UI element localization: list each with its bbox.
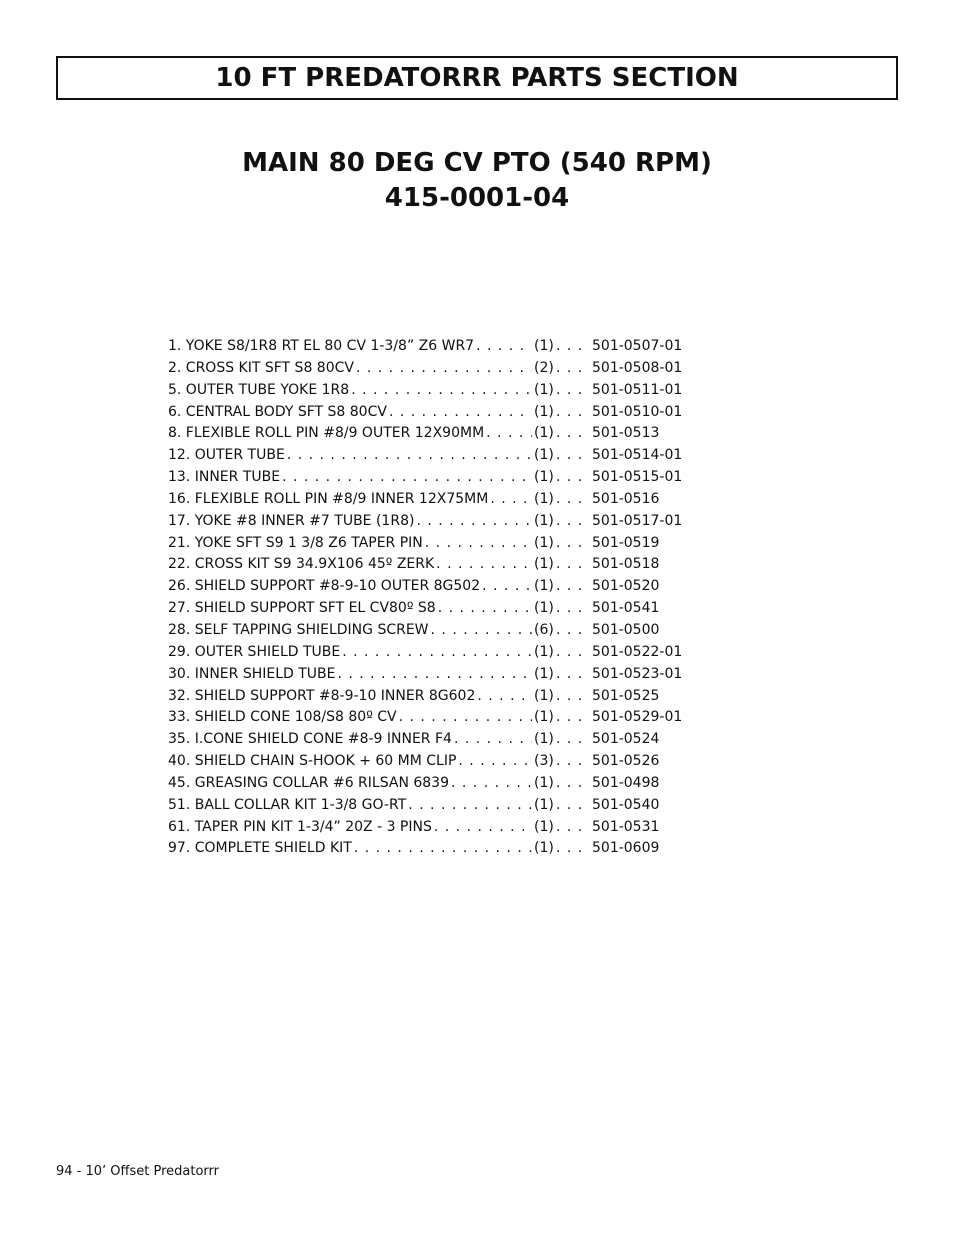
dot-leader	[451, 773, 532, 795]
dot-leader	[425, 533, 532, 555]
part-number: 501-0513	[592, 425, 660, 442]
part-number: 501-0518	[592, 556, 660, 573]
dot-leader	[477, 686, 532, 708]
dot-leader	[282, 467, 532, 489]
parts-list-item	[168, 554, 688, 576]
part-quantity: (1)	[534, 578, 554, 595]
part-description: 45. GREASING COLLAR #6 RILSAN 6839	[168, 774, 449, 791]
page-footer: 94 - 10’ Offset Predatorrr	[56, 1164, 220, 1179]
part-quantity: (1)	[534, 687, 554, 704]
parts-list-item	[168, 445, 688, 467]
dot-leader	[476, 336, 532, 358]
section-header	[56, 56, 898, 100]
part-number: 501-0516	[592, 490, 660, 507]
part-description: 5. OUTER TUBE YOKE 1R8	[168, 381, 350, 398]
parts-list-item	[168, 489, 688, 511]
dot-leader	[556, 402, 590, 424]
parts-list-item	[168, 642, 688, 664]
parts-list-item	[168, 620, 688, 642]
part-description: 35. I.CONE SHIELD CONE #8-9 INNER F4	[168, 731, 452, 748]
part-description: 51. BALL COLLAR KIT 1-3/8 GO-RT	[168, 796, 407, 813]
part-description: 8. FLEXIBLE ROLL PIN #8/9 OUTER 12X90MM	[168, 425, 485, 442]
part-description: 33. SHIELD CONE 108/S8 80º CV	[168, 709, 397, 726]
dot-leader	[556, 664, 590, 686]
dot-leader	[436, 554, 532, 576]
parts-list-item	[168, 598, 688, 620]
parts-list-item	[168, 751, 688, 773]
part-description: 2. CROSS KIT SFT S8 80CV	[168, 359, 354, 376]
dot-leader	[482, 576, 532, 598]
part-description: 12. OUTER TUBE	[168, 447, 285, 464]
part-quantity: (1)	[534, 774, 554, 791]
parts-list-item	[168, 511, 688, 533]
part-quantity: (1)	[534, 731, 554, 748]
dot-leader	[389, 402, 532, 424]
dot-leader	[408, 795, 532, 817]
part-description: 21. YOKE SFT S9 1 3/8 Z6 TAPER PIN	[168, 534, 423, 551]
dot-leader	[337, 664, 532, 686]
part-description: 28. SELF TAPPING SHIELDING SCREW	[168, 621, 429, 638]
part-quantity: (1)	[534, 490, 554, 507]
part-description: 97. COMPLETE SHIELD KIT	[168, 840, 352, 857]
part-description: 26. SHIELD SUPPORT #8-9-10 OUTER 8G502	[168, 578, 481, 595]
part-number: 501-0540	[592, 796, 660, 813]
part-number: 501-0524	[592, 731, 660, 748]
part-number: 501-0500	[592, 621, 660, 638]
part-quantity: (1)	[534, 709, 554, 726]
part-number: 501-0525	[592, 687, 660, 704]
dot-leader	[556, 467, 590, 489]
part-quantity: (1)	[534, 469, 554, 486]
part-description: 61. TAPER PIN KIT 1-3/4” 20Z - 3 PINS	[168, 818, 432, 835]
assembly-title	[0, 146, 954, 216]
dot-leader	[556, 358, 590, 380]
part-quantity: (1)	[534, 512, 554, 529]
part-number: 501-0515-01	[592, 469, 683, 486]
part-quantity: (1)	[534, 534, 554, 551]
dot-leader	[556, 729, 590, 751]
dot-leader	[351, 380, 532, 402]
dot-leader	[556, 642, 590, 664]
part-number: 501-0517-01	[592, 512, 683, 529]
parts-list-item	[168, 467, 688, 489]
part-quantity: (1)	[534, 665, 554, 682]
dot-leader	[556, 489, 590, 511]
part-number: 501-0508-01	[592, 359, 683, 376]
part-quantity: (3)	[534, 753, 554, 770]
part-number: 501-0514-01	[592, 447, 683, 464]
part-description: 13. INNER TUBE	[168, 469, 281, 486]
part-quantity: (1)	[534, 796, 554, 813]
dot-leader	[486, 423, 532, 445]
parts-list-item	[168, 838, 688, 860]
part-quantity: (1)	[534, 643, 554, 660]
dot-leader	[556, 795, 590, 817]
parts-list-item	[168, 380, 688, 402]
part-number: 501-0541	[592, 600, 660, 617]
dot-leader	[556, 707, 590, 729]
dot-leader	[556, 511, 590, 533]
dot-leader	[416, 511, 532, 533]
part-quantity: (1)	[534, 600, 554, 617]
part-quantity: (1)	[534, 425, 554, 442]
dot-leader	[399, 707, 532, 729]
parts-list-item	[168, 664, 688, 686]
parts-list-item	[168, 686, 688, 708]
parts-list-item	[168, 817, 688, 839]
dot-leader	[556, 445, 590, 467]
dot-leader	[458, 751, 532, 773]
dot-leader	[287, 445, 532, 467]
part-quantity: (6)	[534, 621, 554, 638]
part-description: 22. CROSS KIT S9 34.9X106 45º ZERK	[168, 556, 435, 573]
part-number: 501-0609	[592, 840, 660, 857]
part-quantity: (1)	[534, 381, 554, 398]
part-number: 501-0498	[592, 774, 660, 791]
dot-leader	[556, 554, 590, 576]
parts-list-item	[168, 402, 688, 424]
parts-list-item	[168, 707, 688, 729]
dot-leader	[356, 358, 532, 380]
dot-leader	[454, 729, 532, 751]
assembly-part-number: 415-0001-04	[384, 183, 570, 213]
dot-leader	[556, 423, 590, 445]
part-number: 501-0531	[592, 818, 660, 835]
part-description: 6. CENTRAL BODY SFT S8 80CV	[168, 403, 387, 420]
parts-list-item	[168, 729, 688, 751]
part-number: 501-0520	[592, 578, 660, 595]
part-number: 501-0510-01	[592, 403, 683, 420]
part-description: 17. YOKE #8 INNER #7 TUBE (1R8)	[168, 512, 415, 529]
part-number: 501-0519	[592, 534, 660, 551]
dot-leader	[354, 838, 532, 860]
dot-leader	[431, 620, 532, 642]
part-quantity: (1)	[534, 338, 554, 354]
part-number: 501-0523-01	[592, 665, 683, 682]
dot-leader	[556, 533, 590, 555]
parts-list	[168, 336, 688, 860]
part-quantity: (2)	[534, 359, 554, 376]
part-quantity: (1)	[534, 403, 554, 420]
part-description: 30. INNER SHIELD TUBE	[168, 665, 336, 682]
part-number: 501-0511-01	[592, 381, 683, 398]
part-description: 16. FLEXIBLE ROLL PIN #8/9 INNER 12X75MM	[168, 490, 489, 507]
dot-leader	[556, 380, 590, 402]
part-description: 32. SHIELD SUPPORT #8-9-10 INNER 8G602	[168, 687, 476, 704]
parts-list-item	[168, 773, 688, 795]
part-number: 501-0526	[592, 753, 660, 770]
dot-leader	[556, 336, 590, 358]
part-quantity: (1)	[534, 447, 554, 464]
dot-leader	[556, 773, 590, 795]
parts-list-item	[168, 358, 688, 380]
dot-leader	[556, 838, 590, 860]
dot-leader	[490, 489, 532, 511]
part-description: 1. YOKE S8/1R8 RT EL 80 CV 1-3/8” Z6 WR7	[168, 338, 475, 354]
parts-list-item	[168, 336, 688, 358]
dot-leader	[556, 686, 590, 708]
assembly-name: MAIN 80 DEG CV PTO (540 RPM)	[242, 148, 712, 178]
part-quantity: (1)	[534, 840, 554, 857]
dot-leader	[556, 620, 590, 642]
dot-leader	[434, 817, 532, 839]
part-quantity: (1)	[534, 818, 554, 835]
part-number: 501-0522-01	[592, 643, 683, 660]
dot-leader	[556, 751, 590, 773]
part-description: 29. OUTER SHIELD TUBE	[168, 643, 341, 660]
dot-leader	[342, 642, 532, 664]
part-description: 40. SHIELD CHAIN S-HOOK + 60 MM CLIP	[168, 753, 457, 770]
dot-leader	[556, 817, 590, 839]
parts-list-item	[168, 533, 688, 555]
parts-list-item	[168, 795, 688, 817]
section-title: 10 FT PREDATORRR PARTS SECTION	[215, 63, 739, 93]
parts-list-item	[168, 423, 688, 445]
part-description: 27. SHIELD SUPPORT SFT EL CV80º S8	[168, 600, 436, 617]
part-number: 501-0507-01	[592, 338, 683, 354]
part-number: 501-0529-01	[592, 709, 683, 726]
parts-list-item	[168, 576, 688, 598]
dot-leader	[556, 598, 590, 620]
part-quantity: (1)	[534, 556, 554, 573]
dot-leader	[556, 576, 590, 598]
dot-leader	[438, 598, 532, 620]
